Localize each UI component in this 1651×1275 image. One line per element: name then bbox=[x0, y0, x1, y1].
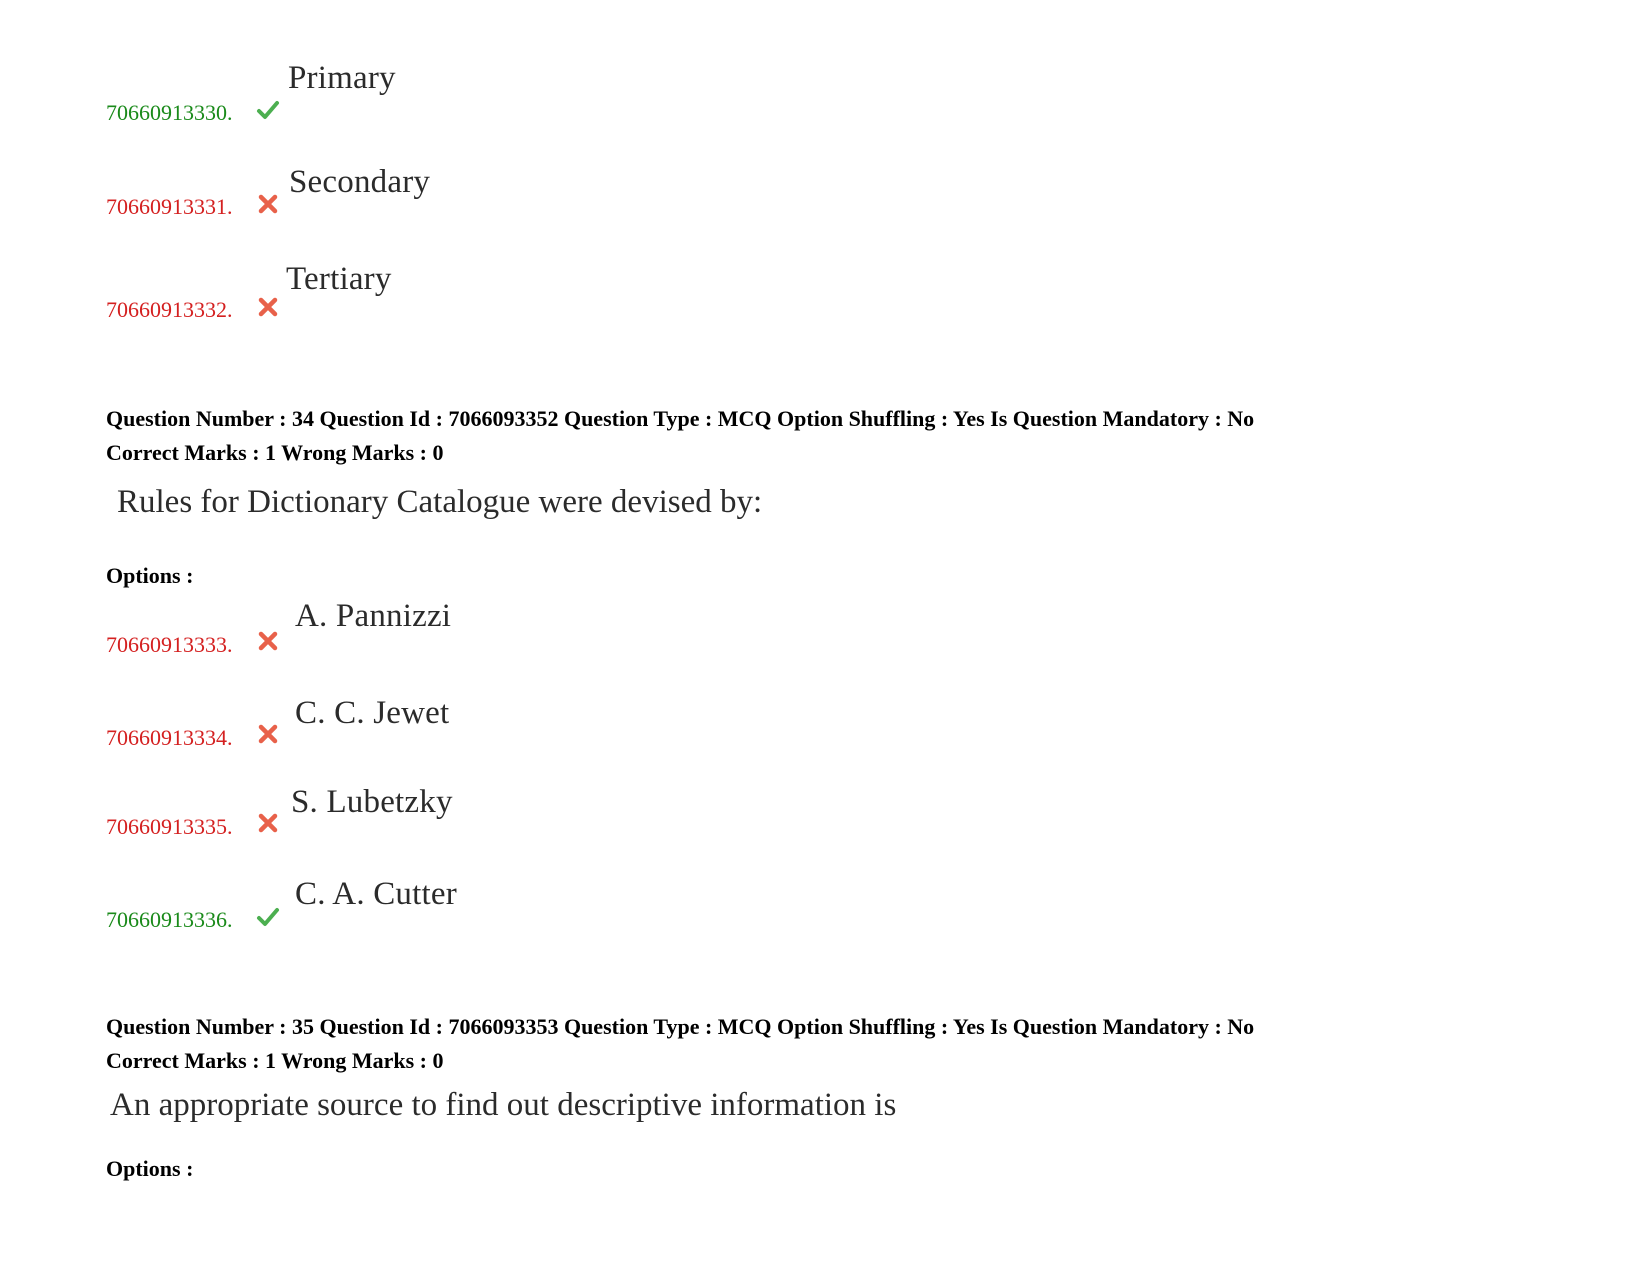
option-id: 70660913336. bbox=[106, 907, 233, 932]
option-id: 70660913334. bbox=[106, 725, 233, 750]
option-text: Secondary bbox=[289, 164, 431, 200]
cross-icon bbox=[256, 722, 280, 746]
options-label: Options : bbox=[106, 563, 194, 588]
option-text: C. A. Cutter bbox=[295, 876, 457, 912]
option-id: 70660913330. bbox=[106, 100, 233, 125]
option-text: S. Lubetzky bbox=[291, 784, 453, 820]
options-label: Options : bbox=[106, 1156, 194, 1181]
option-text: C. C. Jewet bbox=[295, 695, 450, 731]
question-meta-line2: Correct Marks : 1 Wrong Marks : 0 bbox=[106, 1048, 444, 1073]
question-text: An appropriate source to find out descriptive information is bbox=[110, 1087, 897, 1123]
option-id: 70660913333. bbox=[106, 632, 233, 657]
check-icon bbox=[256, 98, 280, 122]
cross-icon bbox=[256, 295, 280, 319]
question-text: Rules for Dictionary Catalogue were devised by: bbox=[117, 484, 763, 520]
option-id: 70660913332. bbox=[106, 297, 233, 322]
option-text: Tertiary bbox=[286, 261, 392, 297]
option-id: 70660913335. bbox=[106, 814, 233, 839]
option-text: A. Pannizzi bbox=[295, 598, 452, 634]
option-text: Primary bbox=[288, 60, 396, 96]
check-icon bbox=[256, 905, 280, 929]
option-id: 70660913331. bbox=[106, 194, 233, 219]
question-meta-line2: Correct Marks : 1 Wrong Marks : 0 bbox=[106, 440, 444, 465]
cross-icon bbox=[256, 629, 280, 653]
cross-icon bbox=[256, 811, 280, 835]
cross-icon bbox=[256, 192, 280, 216]
question-meta-line1: Question Number : 35 Question Id : 7066093353 Question Type : MCQ Option Shuffling : Yes Is Question Mandatory : No bbox=[106, 1014, 1255, 1039]
question-meta-line1: Question Number : 34 Question Id : 7066093352 Question Type : MCQ Option Shuffling : Yes Is Question Mandatory : No bbox=[106, 406, 1255, 431]
